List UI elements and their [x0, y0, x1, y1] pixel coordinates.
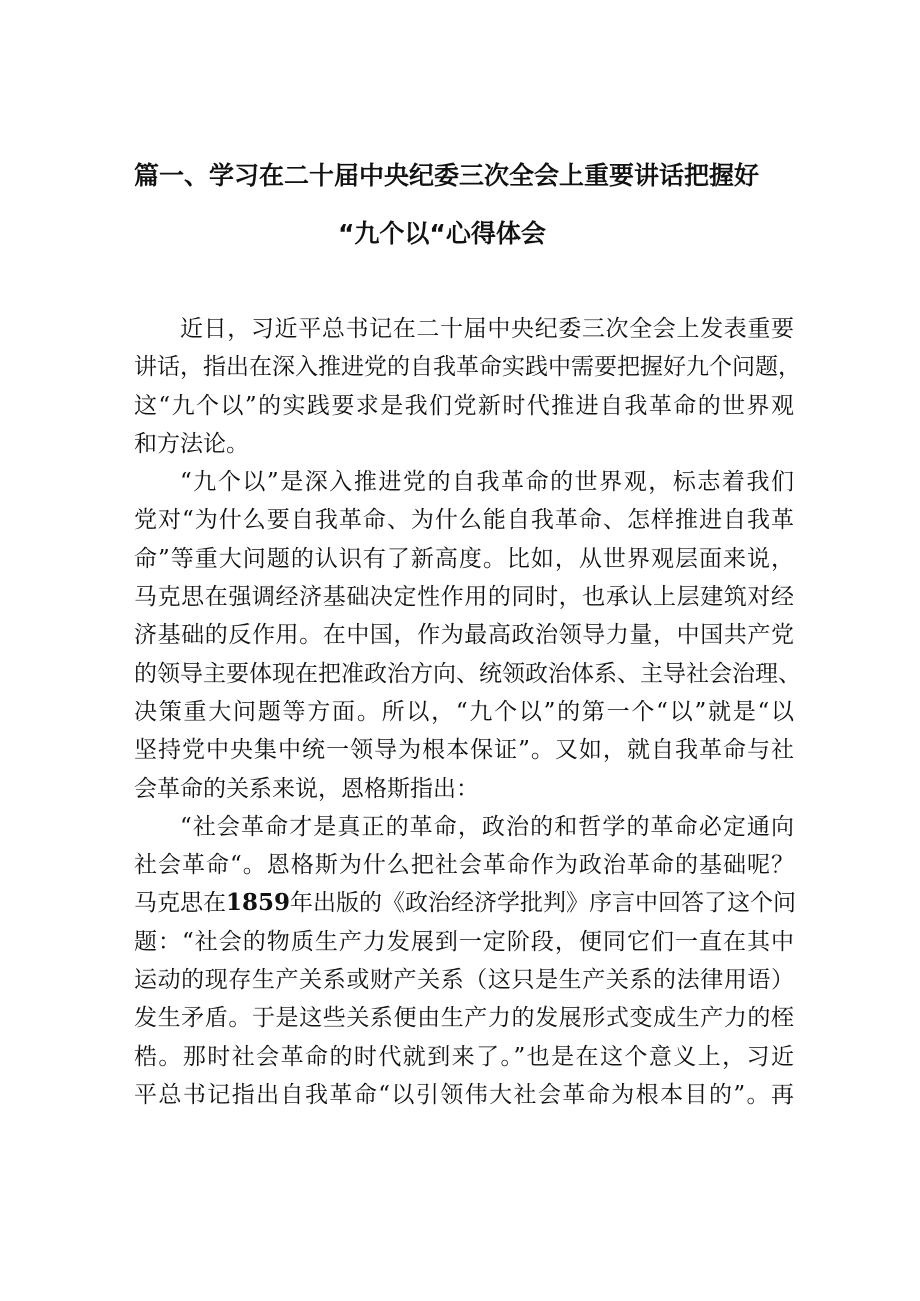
paragraph-1-line-3: 这“九个以”的实践要求是我们党新时代推进自我革命的世界观 [134, 392, 794, 419]
paragraph-2-line-6: 的领导主要体现在把准政治方向、统领政治体系、主导社会治理、 [134, 660, 801, 687]
document-body [134, 310, 801, 1114]
paragraph-3-line-4: 题：“社会的物质生产力发展到一定阶段，便同它们一直在其中 [134, 928, 794, 955]
paragraph-2-line-7: 决策重大问题等方面。所以，“九个以”的第一个“以”就是“以 [134, 698, 794, 725]
paragraph-3-line-5: 运动的现存生产关系或财产关系（这只是生产关系的法律用语） [134, 967, 794, 994]
paragraph-3-line-2: 社会革命“。恩格斯为什么把社会革命作为政治革命的基础呢？ [134, 852, 794, 879]
paragraph-2-line-3: 命”等重大问题的认识有了新高度。比如，从世界观层面来说， [134, 545, 794, 572]
document-title-line-2: “九个以“心得体会 [338, 219, 546, 248]
paragraph-1-line-1: 近日，习近平总书记在二十届中央纪委三次全会上发表重要 [180, 316, 794, 342]
paragraph-3-line-3-rest: 年出版的《政治经济学批判》序言中回答了这个问 [290, 890, 797, 917]
paragraph-2-line-4: 马克思在强调经济基础决定性作用的同时，也承认上层建筑对经 [134, 584, 794, 611]
document-title-line-1: 篇一、学习在二十届中央纪委三次全会上重要讲话把握好 [134, 161, 760, 190]
paragraph-2-line-1: “九个以”是深入推进党的自我革命的世界观，标志着我们 [180, 469, 794, 496]
paragraph-1-line-2: 讲话，指出在深入推进党的自我革命实践中需要把握好九个问题， [134, 354, 801, 381]
paragraph-1-line-4: 和方法论。 [134, 430, 249, 457]
paragraph-2-line-8: 坚持党中央集中统一领导为根本保证”。又如，就自我革命与社 [134, 737, 794, 764]
paragraph-3-line-3-start: 马克思在 [134, 890, 226, 917]
paragraph-3-line-8: 平总书记指出自我革命“以引领伟大社会革命为根本目的”。再 [134, 1081, 794, 1108]
paragraph-3-line-7: 梏。那时社会革命的时代就到来了。”也是在这个意义上，习近 [134, 1043, 794, 1070]
paragraph-2-line-5: 济基础的反作用。在中国，作为最高政治领导力量，中国共产党 [134, 622, 794, 649]
paragraph-3-line-1: “社会革命才是真正的革命，政治的和哲学的革命必定通向 [180, 813, 794, 840]
year-number: 1859 [226, 889, 291, 917]
paragraph-3-line-3 [134, 884, 797, 922]
paragraph-3-line-6: 发生矛盾。于是这些关系便由生产力的发展形式变成生产力的桎 [134, 1005, 794, 1032]
paragraph-2-line-2: 党对“为什么要自我革命、为什么能自我革命、怎样推进自我革 [134, 507, 794, 534]
paragraph-2-line-9: 会革命的关系来说，恩格斯指出： [134, 775, 479, 802]
